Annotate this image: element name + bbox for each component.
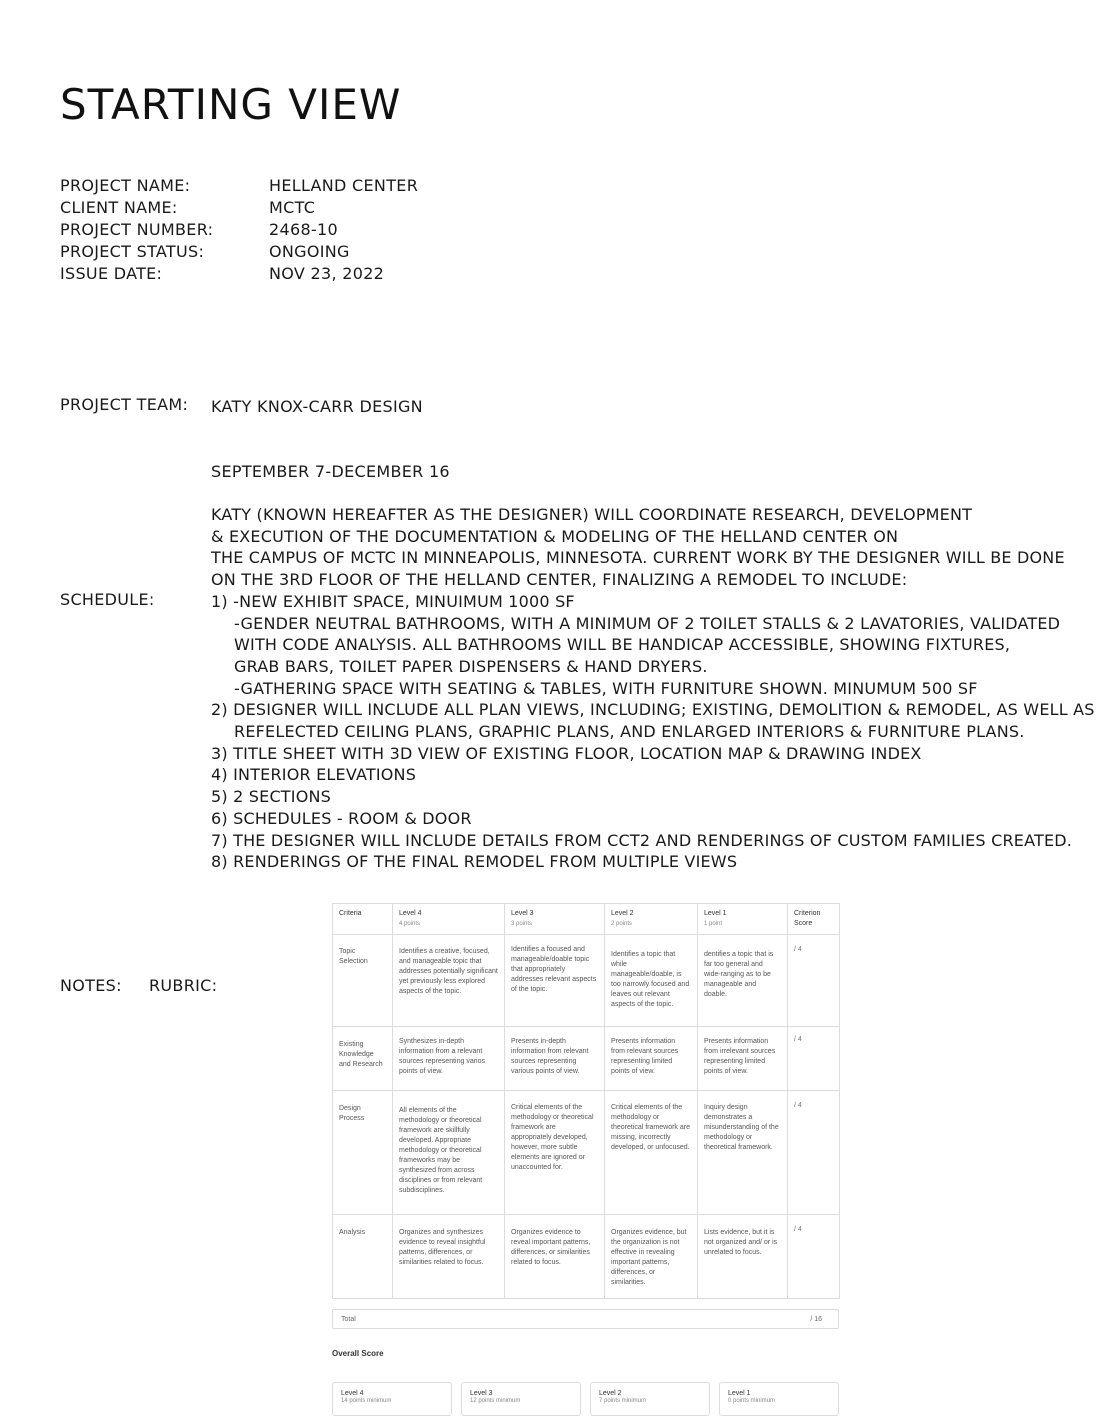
schedule-line: 7) THE DESIGNER WILL INCLUDE DETAILS FROM CCT2 AND RENDERINGS OF CUSTOM FAMILIES CREATED. xyxy=(211,830,1073,850)
score-cell: / 4 xyxy=(788,935,840,1027)
header-level-2: Level 2 2 points xyxy=(605,904,698,935)
rubric-row-analysis xyxy=(333,1215,840,1299)
overall-score-title: Overall Score xyxy=(332,1349,384,1358)
info-label: PROJECT NUMBER: xyxy=(60,220,214,239)
level-box-1 xyxy=(719,1382,839,1416)
rubric-row-design-process xyxy=(333,1091,840,1215)
level-3-cell: Critical elements of the methodology or theoretical framework are appropriately developed, however, more subtle elements are ignored or unaccounted for. xyxy=(505,1091,605,1215)
schedule-line: 6) SCHEDULES - ROOM & DOOR xyxy=(211,808,472,828)
rubric-row-topic-selection xyxy=(333,935,840,1027)
info-row-project-status xyxy=(60,241,418,263)
schedule-line: THE CAMPUS OF MCTC IN MINNEAPOLIS, MINNESOTA. CURRENT WORK BY THE DESIGNER WILL BE DONE xyxy=(211,548,1065,568)
notes-label: NOTES: xyxy=(60,976,122,995)
schedule-line: 2) DESIGNER WILL INCLUDE ALL PLAN VIEWS, INCLUDING; EXISTING, DEMOLITION & REMODEL, AS WELL AS xyxy=(211,700,1095,720)
total-label: Total xyxy=(341,1315,356,1323)
criterion-cell: Analysis xyxy=(333,1215,393,1299)
level-name: Level 3 xyxy=(470,1390,493,1397)
level-4-cell: Organizes and synthesizes evidence to reveal insightful patterns, differences, or similarities related to focus. xyxy=(393,1215,505,1299)
level-2-cell: Organizes evidence, but the organization is not effective in revealing important patterns, differences, or similarities. xyxy=(605,1215,698,1299)
schedule-line: -GENDER NEUTRAL BATHROOMS, WITH A MINIMUM OF 2 TOILET STALLS & 2 LAVATORIES, VALIDATED xyxy=(234,613,1061,633)
level-1-cell: Lists evidence, but it is not organized and/ or is unrelated to focus. xyxy=(698,1215,788,1299)
level-box-4 xyxy=(332,1382,452,1416)
rubric-row-existing-knowledge xyxy=(333,1027,840,1091)
rubric-table xyxy=(332,903,840,1299)
rubric-total-row xyxy=(332,1309,839,1329)
rubric-panel xyxy=(332,903,839,1416)
level-3-cell: Presents in-depth information from relevant sources representing various points of view. xyxy=(505,1027,605,1091)
info-label: ISSUE DATE: xyxy=(60,264,163,283)
level-3-cell: Organizes evidence to reveal important patterns, differences, or similarities related to focus. xyxy=(505,1215,605,1299)
score-cell: / 4 xyxy=(788,1215,840,1299)
level-box-2 xyxy=(590,1382,710,1416)
level-3-cell: Identifies a focused and manageable/doable topic that appropriately addresses relevant aspects of the topic. xyxy=(505,935,605,1027)
header-criterion-score: Criterion Score xyxy=(788,904,840,935)
rubric-header-row xyxy=(333,904,840,935)
level-2-cell: Critical elements of the methodology or theoretical framework are missing, incorrectly developed, or unfocused. xyxy=(605,1091,698,1215)
schedule-line: 3) TITLE SHEET WITH 3D VIEW OF EXISTING FLOOR, LOCATION MAP & DRAWING INDEX xyxy=(211,743,922,763)
info-value: NOV 23, 2022 xyxy=(269,264,385,283)
score-cell: / 4 xyxy=(788,1091,840,1215)
header-level-3: Level 3 3 points xyxy=(505,904,605,935)
level-minimum: 7 points minimum xyxy=(599,1398,647,1404)
level-4-cell: All elements of the methodology or theoretical framework are skillfully developed. Appropriate methodology or theoretical frameworks may be synthesized from across disciplines or from relevant subdisciplines. xyxy=(393,1091,505,1215)
score-cell: / 4 xyxy=(788,1027,840,1091)
project-info xyxy=(60,175,418,285)
info-value: ONGOING xyxy=(269,242,350,261)
header-level-1: Level 1 1 point xyxy=(698,904,788,935)
page-title: STARTING VIEW xyxy=(60,80,402,129)
schedule-line: 5) 2 SECTIONS xyxy=(211,787,332,807)
level-name: Level 1 xyxy=(728,1390,751,1397)
project-team-label: PROJECT TEAM: xyxy=(60,395,189,414)
level-2-cell: Presents information from relevant sources representing limited points of view. xyxy=(605,1027,698,1091)
level-4-cell: Synthesizes in-depth information from a relevant sources representing varios points of view. xyxy=(393,1027,505,1091)
schedule-line: WITH CODE ANALYSIS. ALL BATHROOMS WILL BE HANDICAP ACCESSIBLE, SHOWING FIXTURES, xyxy=(234,635,1011,655)
criterion-cell: Design Process xyxy=(333,1091,393,1215)
header-level-4: Level 4 4 points xyxy=(393,904,505,935)
info-value: HELLAND CENTER xyxy=(269,176,419,195)
level-1-cell: Presents information from irrelevant sources representing limited points of view. xyxy=(698,1027,788,1091)
schedule-line: ON THE 3RD FLOOR OF THE HELLAND CENTER, FINALIZING A REMODEL TO INCLUDE: xyxy=(211,570,908,590)
schedule-line: REFELECTED CEILING PLANS, GRAPHIC PLANS, AND ENLARGED INTERIORS & FURNITURE PLANS. xyxy=(234,722,1025,742)
level-box-3 xyxy=(461,1382,581,1416)
info-value: 2468-10 xyxy=(269,220,338,239)
level-1-cell: dentifies a topic that is far too general and wide-ranging as to be manageable and doable. xyxy=(698,935,788,1027)
info-row-project-number xyxy=(60,219,418,241)
criterion-cell: Existing Knowledge and Research xyxy=(333,1027,393,1091)
schedule-line: 4) INTERIOR ELEVATIONS xyxy=(211,765,417,785)
info-value: MCTC xyxy=(269,198,316,217)
info-row-project-name xyxy=(60,175,418,197)
schedule-line: 8) RENDERINGS OF THE FINAL REMODEL FROM MULTIPLE VIEWS xyxy=(211,852,738,872)
header-criteria: Criteria xyxy=(333,904,393,935)
rubric-label: RUBRIC: xyxy=(149,976,218,995)
info-label: PROJECT STATUS: xyxy=(60,242,205,261)
project-team-value: KATY KNOX-CARR DESIGN xyxy=(211,397,423,416)
total-value: / 16 xyxy=(810,1315,822,1323)
info-row-client-name xyxy=(60,197,418,219)
level-name: Level 4 xyxy=(341,1390,364,1397)
info-label: CLIENT NAME: xyxy=(60,198,178,217)
schedule-line: GRAB BARS, TOILET PAPER DISPENSERS & HAND DRYERS. xyxy=(234,656,708,676)
level-4-cell: Identifies a creative, focused, and manageable topic that addresses potentially significant yet previously less explored aspects of the topic. xyxy=(393,935,505,1027)
level-1-cell: Inquiry design demonstrates a misunderstanding of the methodology or theoretical framework. xyxy=(698,1091,788,1215)
level-2-cell: Identifies a topic that while manageable/doable, is too narrowly focused and leaves out relevant aspects of the topic. xyxy=(605,935,698,1027)
overall-score-levels xyxy=(332,1382,839,1416)
schedule-text xyxy=(211,504,1095,873)
schedule-line: & EXECUTION OF THE DOCUMENTATION & MODELING OF THE HELLAND CENTER ON xyxy=(211,526,899,546)
info-row-issue-date xyxy=(60,263,418,285)
level-name: Level 2 xyxy=(599,1390,622,1397)
schedule-line: KATY (KNOWN HEREAFTER AS THE DESIGNER) WILL COORDINATE RESEARCH, DEVELOPMENT xyxy=(211,505,973,524)
schedule-line: -GATHERING SPACE WITH SEATING & TABLES, WITH FURNITURE SHOWN. MINUMUM 500 SF xyxy=(234,678,978,698)
criterion-cell: Topic Selection xyxy=(333,935,393,1027)
level-minimum: 14 points minimum xyxy=(341,1398,392,1404)
schedule-dates: SEPTEMBER 7-DECEMBER 16 xyxy=(211,462,450,481)
level-minimum: 12 points minimum xyxy=(470,1398,521,1404)
level-minimum: 0 points minimum xyxy=(728,1398,776,1404)
schedule-line: 1) -NEW EXHIBIT SPACE, MINUIMUM 1000 SF xyxy=(211,591,575,611)
schedule-label: SCHEDULE: xyxy=(60,590,155,609)
info-label: PROJECT NAME: xyxy=(60,176,191,195)
